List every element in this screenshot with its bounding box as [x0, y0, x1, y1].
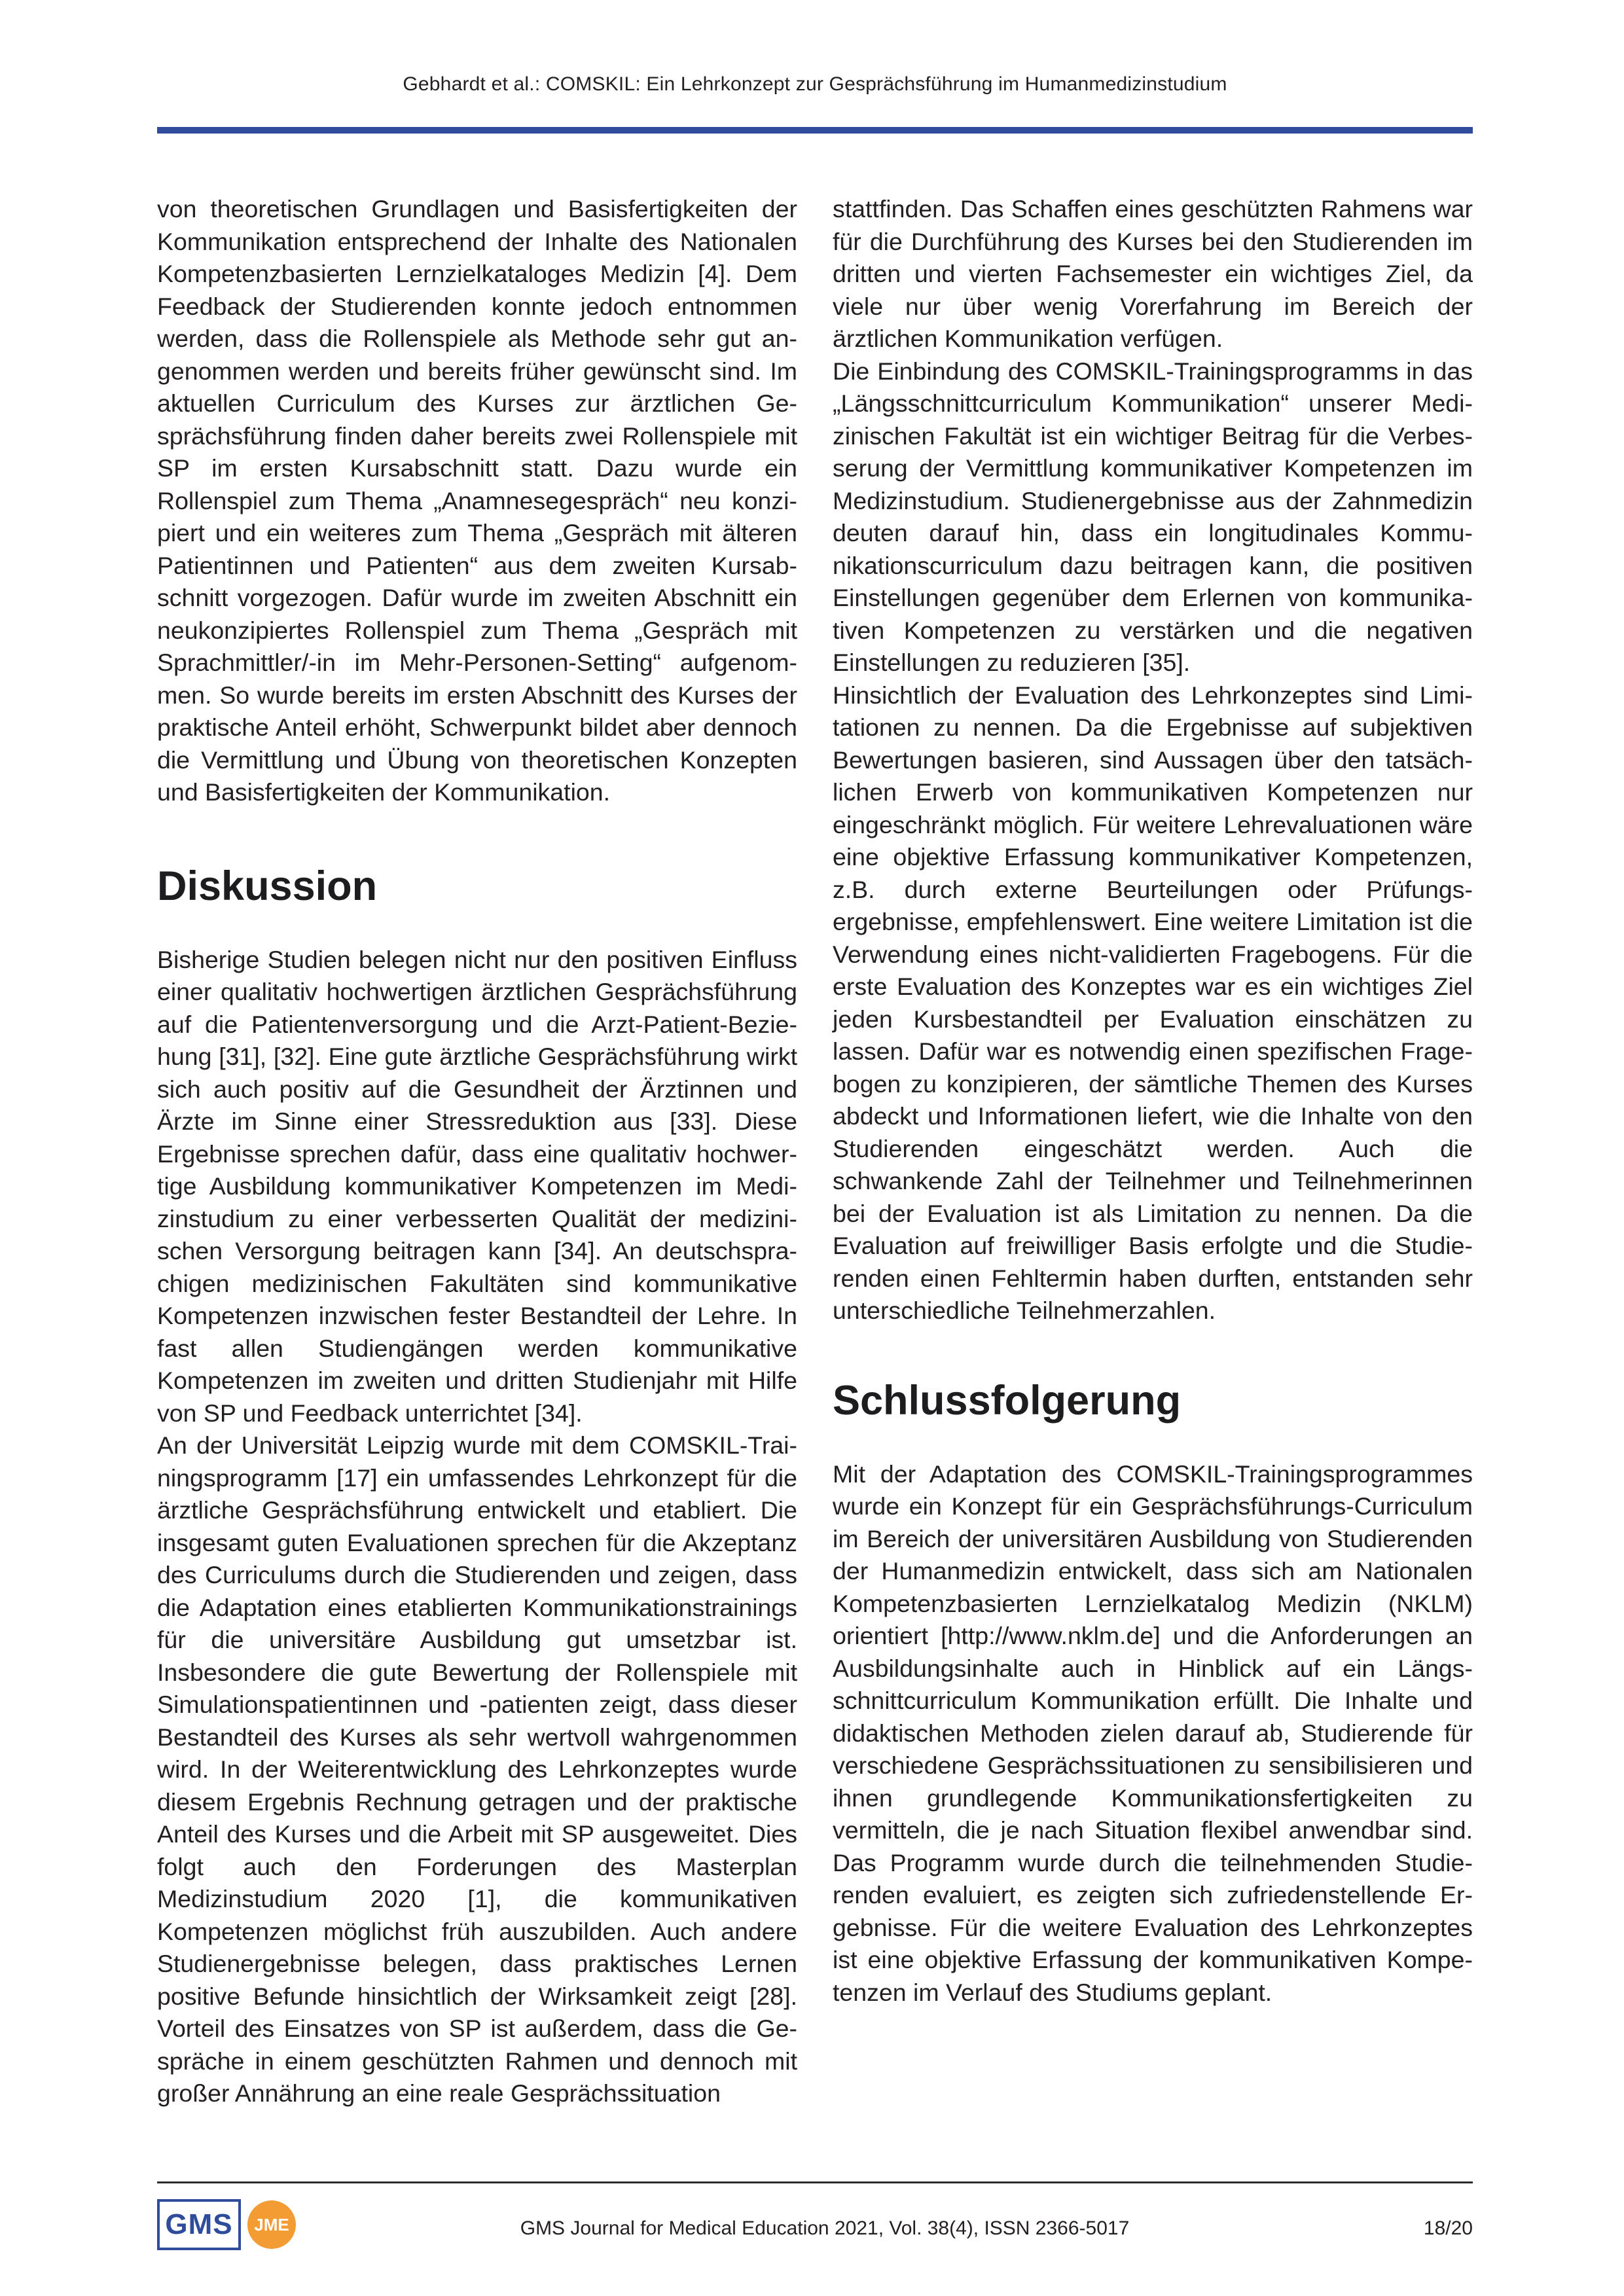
paragraph-limitationen: Hinsichtlich der Evaluation des Lehrkonzeptes sind Limitationen zu nennen. Da die Ergebnisse auf subjektiven Bewertungen basieren, sind Aussagen über den tatsächlichen Erwerb von kommunikativen Kompetenzen nur eingeschränkt möglich. Für weitere Lehrevaluationen wäre eine objektive Erfassung kommunikativer Kompetenzen, z.B. durch externe Beurteilungen oder Prüfungsergebnisse, empfehlenswert. Eine weitere Limitation ist die Verwendung eines nicht-validierten Fragebogens. Für die erste Evaluation des Konzeptes war es ein wichtiges Ziel jeden Kursbestandteil per Evaluation einschätzen zu lassen. Dafür war es notwendig einen spezifischen Fragebogen zu konzipieren, der sämtliche Themen des Kurses abdeckt und Informationen liefert, wie die Inhalte von den Studierenden eingeschätzt werden. Auch die schwankende Zahl der Teilnehmer und Teilnehmerinnen bei der Evaluation ist als Limitation zu nennen. Da die Evaluation auf freiwilliger Basis erfolgte und die Studierenden einen Fehltermin haben durften, entstanden sehr unterschiedliche Teilnehmerzahlen. [833, 681, 1473, 1324]
footer-rule [157, 2181, 1473, 2183]
journal-citation: GMS Journal for Medical Education 2021, Vol. 38(4), ISSN 2366-5017 [520, 2217, 1130, 2239]
spacer [157, 809, 797, 860]
page-number: 18/20 [1423, 2217, 1473, 2239]
section-heading-schlussfolgerung: Schlussfolgerung [833, 1377, 1182, 1424]
paragraph-diskussion-1: Bisherige Studien belegen nicht nur den positiven Einfluss einer qualitativ hochwertigen ärztlichen Gesprächsführung auf die Patientenversorgung und die Arzt-Patient-Beziehung [31], [32]. Eine gute ärztliche Gesprächsführung wirkt sich auch positiv auf die Gesundheit der Ärztinnen und Ärzte im Sinne einer Stressreduktion aus [33]. Diese Ergebnisse sprechen dafür, dass eine qualitativ hochwertige Ausbildung kommunikativer Kompetenzen im Medizinstudium zu einer verbesserten Qualität der medizinischen Versorgung beitragen kann [34]. An deutschsprachigen medizinischen Fakultäten sind kommunikative Kompetenzen inzwischen fester Bestandteil der Lehre. In fast allen Studiengängen werden kommunikative Kompetenzen im zweiten und dritten Studienjahr mit Hilfe von SP und Feedback unterrichtet [34]. [157, 945, 797, 1427]
jme-badge: JME [247, 2200, 296, 2249]
running-title: Gebhardt et al.: COMSKIL: Ein Lehrkonzept zur Gesprächsführung im Humanmedizinstudium [403, 73, 1227, 95]
paragraph-schlussfolgerung: Mit der Adaptation des COMSKIL-Trainingsprogrammes wurde ein Konzept für ein Gesprächsführungs-Curriculum im Bereich der universitären Ausbildung von Studierenden der Humanmedizin entwickelt, dass sich am Nationalen Kompetenzbasierten Lernzielkatalog Medizin (NKLM) orientiert [http://www.nklm.de] und die Anforderungen an Ausbildungsinhalte auch in Hinblick auf ein Längsschnittcurriculum Kommunikation erfüllt. Die Inhalte und didaktischen Methoden zielen darauf ab, Studierende für verschiedene Gesprächssituationen zu sensibilisieren und ihnen grundlegende Kommunikationsfertigkeiten zu vermitteln, die je nach Situation flexibel anwendbar sind. Das Programm wurde durch die teilnehmenden Studierenden evaluiert, es zeigten sich zufriedenstellende Ergebnisse. Für die weitere Evaluation des Lehrkonzeptes ist eine objektive Erfassung der kommunikativen Kompetenzen im Verlauf des Studiums geplant. [833, 1460, 1473, 2006]
spacer [833, 1327, 1473, 1374]
paragraph-intro-continued: von theoretischen Grundlagen und Basisfertigkeiten der Kommunikation entsprechend der Inhalte des Nationalen Kompetenzbasierten Lernzielkataloges Medizin [4]. Dem Feedback der Studierenden konnte jedoch entnommen werden, dass die Rollenspiele als Methode sehr gut angenommen werden und bereits früher gewünscht sind. Im aktuellen Curriculum des Kurses zur ärztlichen Gesprächsführung finden daher bereits zwei Rollenspiele mit SP im ersten Kursabschnitt statt. Dazu wurde ein Rollenspiel zum Thema „Anamnesegespräch“ neu konzipiert und ein weiteres zum Thema „Gespräch mit älteren Patientinnen und Patienten“ aus dem zweiten Kursabschnitt vorgezogen. Dafür wurde im zweiten Abschnitt ein neukonzipiertes Rollenspiel zum Thema „Gespräch mit Sprachmittler/-in im Mehr-Personen-Setting“ aufgenommen. So wurde bereits im ersten Abschnitt des Kurses der praktische Anteil erhöht, Schwerpunkt bildet aber dennoch die Vermittlung und Übung von theoretischen Konzepten und Basisfertigkeiten der Kommunikation. [157, 195, 797, 806]
paragraph-laengsschnitt: Die Einbindung des COMSKIL-Trainingsprogramms in das „Längsschnittcurriculum Kommunikation“ unserer Medizinischen Fakultät ist ein wichtiger Beitrag für die Verbesserung der Vermittlung kommunikativer Kompetenzen im Medizinstudium. Studienergebnisse aus der Zahnmedizin deuten darauf hin, dass ein longitudinales Kommunikationscurriculum dazu beitragen kann, die positiven Einstellungen gegenüber dem Erlernen von kommunikativen Kompetenzen zu verstärken und die negativen Einstellungen zu reduzieren [35]. [833, 357, 1473, 676]
gms-jme-logo [157, 2199, 296, 2251]
spacer [157, 912, 797, 944]
left-column [157, 193, 797, 2110]
paragraph-diskussion-continued: stattfinden. Das Schaffen eines geschützten Rahmens war für die Durchführung des Kurses bei den Studierenden im dritten und vierten Fachsemester ein wichtiges Ziel, da viele nur über wenig Vorerfahrung im Bereich der ärztlichen Kommunikation verfügen. [833, 195, 1473, 352]
spacer [833, 1427, 1473, 1458]
right-column [833, 193, 1473, 2009]
section-heading-diskussion: Diskussion [157, 863, 378, 909]
gms-logo-box: GMS [157, 2199, 241, 2250]
paragraph-diskussion-2: An der Universität Leipzig wurde mit dem COMSKIL-Trainingsprogramm [17] ein umfassendes Lehrkonzept für die ärztliche Gesprächsführung entwickelt und etabliert. Die insgesamt guten Evaluationen sprechen für die Akzeptanz des Curriculums durch die Studierenden und zeigen, dass die Adaptation eines etablierten Kommunikationstrainings für die universitäre Ausbildung gut umsetzbar ist. Insbesondere die gute Bewertung der Rollenspiele mit Simulationspatientinnen und -patienten zeigt, dass dieser Bestandteil des Kurses als sehr wertvoll wahrgenommen wird. In der Weiterentwicklung des Lehrkonzeptes wurde diesem Ergebnis Rechnung getragen und der praktische Anteil des Kurses und die Arbeit mit SP ausgeweitet. Dies folgt auch den Forderungen des Masterplan Medizinstudium 2020 [1], die kommunikativen Kompetenzen möglichst früh auszubilden. Auch andere Studienergebnisse belegen, dass praktisches Lernen positive Befunde hinsichtlich der Wirksamkeit zeigt [28]. Vorteil des Einsatzes von SP ist außerdem, dass die Gespräche in einem geschützten Rahmen und dennoch mit großer Annährung an eine reale Gesprächssituation [157, 1431, 797, 2107]
header-rule [157, 127, 1473, 134]
